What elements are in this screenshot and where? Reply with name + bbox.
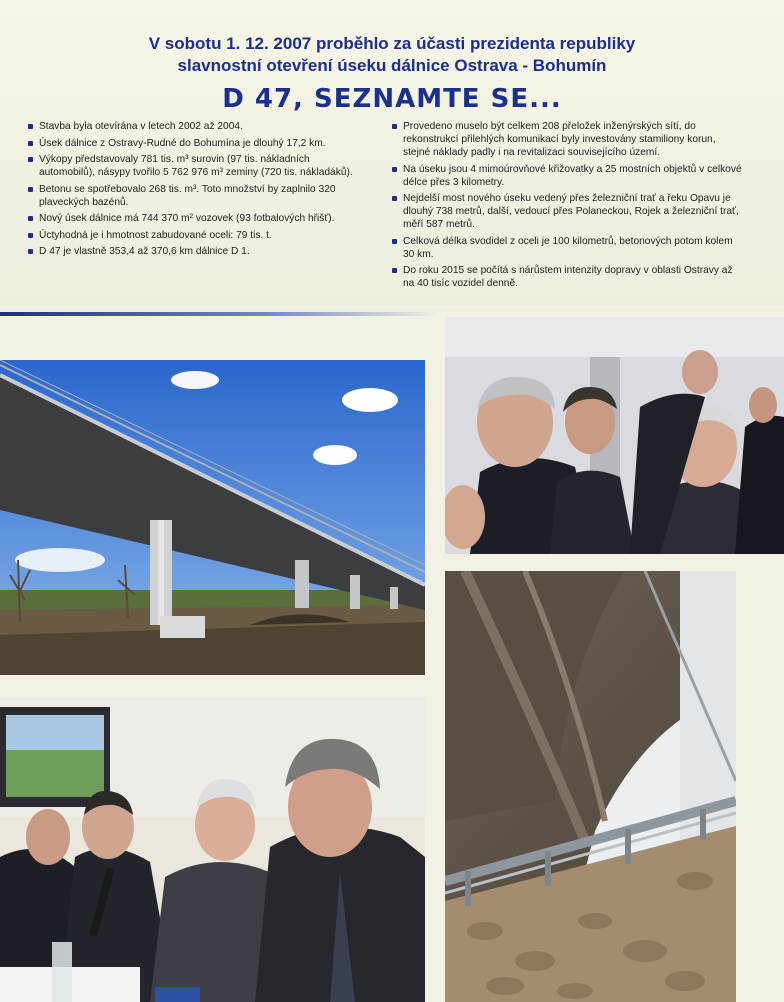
fact-item: D 47 je vlastně 353,4 až 370,6 km dálnice D 1. [28,245,368,258]
page-header [0,0,784,305]
facts-list-left [28,120,368,262]
subtitle-line-1: V sobotu 1. 12. 2007 proběhlo za účasti prezidenta republiky [148,34,636,53]
fact-item: Nejdelší most nového úseku vedený přes železniční trať a řeku Opavu je dlouhý 738 metrů, další, vedoucí přes Polaneckou, Rojek a železniční trať, měří 587 metrů. [392,192,742,231]
fact-item: Úctyhodná je i hmotnost zabudované oceli: 79 tis. t. [28,229,368,242]
officials-photo [445,317,784,554]
fact-item: Do roku 2015 se počítá s nárůstem intenzity dopravy v oblasti Ostravy až na 40 tisíc vozidel denně. [392,264,742,290]
fact-item: Celková délka svodidel z oceli je 100 kilometrů, betonových potom kolem 30 km. [392,235,742,261]
fact-item: Na úseku jsou 4 mimoúrovňové křižovatky a 25 mostních objektů v celkové délce přes 3 kilometry. [392,163,742,189]
fact-item: Nový úsek dálnice má 744 370 m² vozovek (93 fotbalových hřišť). [28,212,368,225]
subtitle-line-2: slavnostní otevření úseku dálnice Ostrava - Bohumín [177,56,607,75]
section-divider [0,312,440,316]
fact-item: Stavba byla otevírána v letech 2002 až 2004. [28,120,368,133]
fact-item: Výkopy představovaly 781 tis. m³ surovin (97 tis. nákladních automobilů), násypy tvořilo 5 762 976 m³ zeminy (720 tis. nákladáků). [28,153,368,179]
fact-item: Betonu se spotřebovalo 268 tis. m³. Toto množství by zaplnilo 320 plaveckých bazénů. [28,183,368,209]
page-title: D 47, SEZNAMTE SE... [222,84,562,114]
bridge-underside-photo [445,571,736,1002]
fact-item: Úsek dálnice z Ostravy-Rudné do Bohumína je dlouhý 17,2 km. [28,137,368,150]
fact-item: Provedeno muselo být celkem 208 přeložek inženýrských sítí, do rekonstrukcí přilehlých komunikací byly investovány stamiliony korun, stejné náklady padly i na revitalizaci souvisejícího území. [392,120,742,159]
bridge-photo [0,360,425,675]
conference-photo [0,697,425,1002]
facts-list-right [392,120,742,294]
